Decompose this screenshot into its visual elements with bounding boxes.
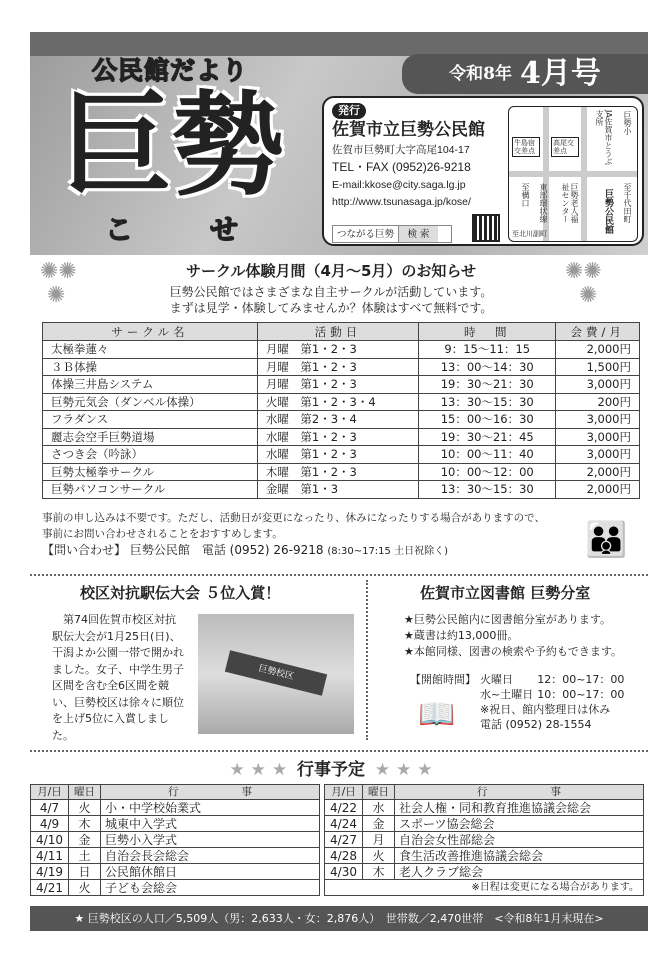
table-cell: 火曜 第1・2・3・4 xyxy=(257,393,418,411)
table-cell: 体操三井島システム xyxy=(43,376,258,394)
note-line: 事前にお問い合わせされることをおすすめします。 xyxy=(42,528,283,540)
table-cell: さつき会（吟詠） xyxy=(43,446,258,464)
table-cell: 2,000円 xyxy=(556,463,640,481)
event-cell: 巨勢小入学式 xyxy=(101,832,320,848)
table-cell: 太極拳蓮々 xyxy=(43,341,258,359)
publisher-label: 発行 xyxy=(332,103,366,119)
ekiden-team-photo xyxy=(198,614,354,734)
access-map xyxy=(508,106,638,242)
events-table-right xyxy=(324,784,644,896)
star-icon: ★ ★ ★ xyxy=(374,760,433,780)
star-icon: ★ ★ ★ xyxy=(229,760,288,780)
divider xyxy=(30,574,648,576)
events-title: 行事予定 xyxy=(297,760,365,780)
ekiden-title: 校区対抗駅伝大会 ５位入賞！ xyxy=(80,584,281,602)
event-cell: 金 xyxy=(363,816,395,832)
events-title-row xyxy=(0,760,662,780)
table-cell: 木曜 第1・2・3 xyxy=(257,463,418,481)
library-info xyxy=(404,612,622,660)
event-cell: 4/19 xyxy=(31,864,69,880)
map-label: 高尾交差点 xyxy=(551,137,579,157)
publisher-url[interactable]: http://www.tsunasaga.jp/kose/ xyxy=(332,196,471,208)
event-cell: 4/7 xyxy=(31,800,69,816)
col-header: 曜日 xyxy=(69,785,101,800)
contact-label: 【問い合わせ】 xyxy=(42,543,127,557)
table-row xyxy=(43,428,640,446)
table-cell: 月曜 第1・2・3 xyxy=(257,341,418,359)
hours-time: 10：00~17：00 xyxy=(537,688,625,701)
event-row xyxy=(31,848,320,864)
map-label: 至千代田町 xyxy=(623,183,632,223)
team-banner: 巨勢校区 xyxy=(225,650,327,696)
event-cell: 火 xyxy=(69,800,101,816)
table-cell: 19：30～21：45 xyxy=(419,428,556,446)
map-label-kose-kominkan: 巨勢公民館 xyxy=(603,189,613,234)
event-cell: 月 xyxy=(363,832,395,848)
table-row xyxy=(43,376,640,394)
publisher-box xyxy=(322,96,644,246)
reading-ko: こ xyxy=(105,213,134,246)
table-cell: 3,000円 xyxy=(556,376,640,394)
event-cell: 4/27 xyxy=(325,832,363,848)
event-row xyxy=(31,816,320,832)
table-row xyxy=(43,341,640,359)
search-text: つながる巨勢 xyxy=(337,229,395,240)
issue-era: 令和8年 xyxy=(449,64,512,84)
table-row xyxy=(43,481,640,499)
event-row xyxy=(325,816,644,832)
event-cell: 小・中学校始業式 xyxy=(101,800,320,816)
event-row xyxy=(325,848,644,864)
family-illustration-icon: 👪 xyxy=(585,520,628,560)
masthead-top-bar xyxy=(30,32,648,56)
table-cell: 15：00～16：30 xyxy=(419,411,556,429)
map-label: 至構口 xyxy=(521,183,530,207)
event-row xyxy=(31,800,320,816)
library-item: ★蔵書は約13,000冊。 xyxy=(404,629,519,642)
table-cell: 200円 xyxy=(556,393,640,411)
library-phone: 電話 (0952) 28-1554 xyxy=(480,718,592,731)
contact-line xyxy=(42,542,572,560)
series-title: 公民館だより xyxy=(92,56,249,85)
circle-notes xyxy=(42,510,572,560)
event-cell: 4/30 xyxy=(325,864,363,880)
table-cell: 13：30～15：30 xyxy=(419,481,556,499)
table-cell: 2,000円 xyxy=(556,481,640,499)
ekiden-text: 第74回佐賀市校区対抗駅伝大会が1月25日(日)、干潟よか公園一帯で開かれました。女子、中学生男子区間を含む全6区間を競い、巨勢校区は徐々に順位を上げ5位に入賞しました。 xyxy=(52,613,184,742)
event-cell: 水 xyxy=(363,800,395,816)
hours-day: 火曜日 xyxy=(480,673,513,686)
note-line: 事前の申し込みは不要です。ただし、活動日が変更になったり、休みになったりする場合がありますので、 xyxy=(42,512,545,524)
event-cell: 4/21 xyxy=(31,880,69,896)
closed-note: ※祝日、館内整理日は休み xyxy=(480,703,611,716)
event-cell: 子ども会総会 xyxy=(101,880,320,896)
table-row xyxy=(43,463,640,481)
table-cell: 水曜 第1・2・3 xyxy=(257,446,418,464)
reading-se: せ xyxy=(210,213,239,246)
contact-hours: (8:30~17:15 土日祝除く) xyxy=(327,546,448,557)
hours-time: 12：00~17：00 xyxy=(537,673,625,686)
table-cell: 水曜 第1・2・3 xyxy=(257,428,418,446)
publisher-address: 佐賀市巨勢町大字高尾104-17 xyxy=(332,144,470,156)
event-cell: 公民館休館日 xyxy=(101,864,320,880)
map-label: 至北川副町 xyxy=(512,230,547,238)
table-row xyxy=(43,446,640,464)
table-row xyxy=(43,358,640,376)
publisher-email[interactable]: E-mail:kkose@city.saga.lg.jp xyxy=(332,179,466,191)
map-label: 巨勢小 xyxy=(623,111,632,135)
masthead xyxy=(30,32,648,255)
event-cell: 火 xyxy=(363,848,395,864)
table-cell: 巨勢太極拳サークル xyxy=(43,463,258,481)
hours-label: 【開館時間】 xyxy=(410,673,476,686)
table-cell: 3,000円 xyxy=(556,428,640,446)
event-row xyxy=(325,800,644,816)
table-cell: 金曜 第1・3 xyxy=(257,481,418,499)
table-cell: 13：30～15：30 xyxy=(419,393,556,411)
flower-decoration-icon: ✺✺ ✺ xyxy=(565,259,602,308)
col-header: 月/日 xyxy=(325,785,363,800)
event-cell: 自治会長会総会 xyxy=(101,848,320,864)
col-header: 活動日 xyxy=(257,323,418,341)
event-cell: 食生活改善推進協議会総会 xyxy=(395,848,644,864)
table-cell: 1,500円 xyxy=(556,358,640,376)
col-header: 月/日 xyxy=(31,785,69,800)
event-cell: 4/10 xyxy=(31,832,69,848)
event-cell: スポーツ協会総会 xyxy=(395,816,644,832)
table-cell: 月曜 第1・2・3 xyxy=(257,358,418,376)
event-note-row xyxy=(325,880,644,896)
table-cell: 19：30～21：30 xyxy=(419,376,556,394)
table-cell: 巨勢元気会（ダンベル体操） xyxy=(43,393,258,411)
event-cell: 4/28 xyxy=(325,848,363,864)
event-cell: 4/9 xyxy=(31,816,69,832)
table-row xyxy=(43,411,640,429)
table-cell: 巨勢パソコンサークル xyxy=(43,481,258,499)
table-row xyxy=(43,393,640,411)
event-cell: 木 xyxy=(69,816,101,832)
table-cell: 10：00～12：00 xyxy=(419,463,556,481)
table-cell: 水曜 第2・3・4 xyxy=(257,411,418,429)
map-label: 東部環状線 xyxy=(539,183,548,223)
contact-info: 巨勢公民館 電話 (0952) 26-9218 xyxy=(129,543,324,557)
circle-intro xyxy=(0,284,662,316)
col-header: 曜日 xyxy=(363,785,395,800)
table-cell: 2,000円 xyxy=(556,341,640,359)
table-cell: 13：00～14：30 xyxy=(419,358,556,376)
event-cell: 金 xyxy=(69,832,101,848)
divider xyxy=(30,750,648,752)
library-item: ★巨勢公民館内に図書館分室があります。 xyxy=(404,613,611,626)
event-cell: 自治会女性部総会 xyxy=(395,832,644,848)
event-cell: 木 xyxy=(363,864,395,880)
publisher-tel: TEL・FAX (0952)26-9218 xyxy=(332,160,471,174)
circle-section-title: サークル体験月間（4月～5月）のお知らせ xyxy=(186,262,476,280)
table-cell: 麗志会空手巨勢道場 xyxy=(43,428,258,446)
event-cell: 日 xyxy=(69,864,101,880)
col-header: 時 間 xyxy=(419,323,556,341)
table-cell: ３Ｂ体操 xyxy=(43,358,258,376)
col-header: 会費/月 xyxy=(556,323,640,341)
event-row xyxy=(31,864,320,880)
search-box xyxy=(332,225,452,243)
map-label: JA佐賀市とうぶ支所 xyxy=(595,110,613,166)
divider xyxy=(366,580,368,740)
event-cell: 4/24 xyxy=(325,816,363,832)
publisher-name: 佐賀市立巨勢公民館 xyxy=(332,120,485,140)
events-table-left xyxy=(30,784,320,896)
library-title: 佐賀市立図書館 巨勢分室 xyxy=(420,584,591,602)
col-header: 行 事 xyxy=(101,785,320,800)
reading-illustration-icon: 📖 xyxy=(418,697,456,732)
table-cell: 10：00～11：40 xyxy=(419,446,556,464)
event-cell: 4/11 xyxy=(31,848,69,864)
qr-code-icon xyxy=(472,214,500,242)
table-cell: 9：15～11：15 xyxy=(419,341,556,359)
issue-month: 4月号 xyxy=(519,56,601,91)
table-cell: 3,000円 xyxy=(556,446,640,464)
newsletter-title: 巨勢 xyxy=(60,81,284,211)
col-header: サークル名 xyxy=(43,323,258,341)
flower-decoration-icon: ✺✺ ✺ xyxy=(40,259,77,308)
library-item: ★本館同様、図書の検索や予約もできます。 xyxy=(404,645,622,658)
event-cell: 土 xyxy=(69,848,101,864)
table-cell: 月曜 第1・2・3 xyxy=(257,376,418,394)
event-cell: 4/22 xyxy=(325,800,363,816)
intro-line: まずは見学・体験してみませんか？体験はすべて無料です。 xyxy=(169,301,493,315)
circle-table xyxy=(42,322,640,499)
intro-line: 巨勢公民館ではさまざまな自主サークルが活動しています。 xyxy=(169,285,493,299)
event-cell: 火 xyxy=(69,880,101,896)
hours-day: 水~土曜日 xyxy=(480,688,534,701)
event-row xyxy=(325,832,644,848)
event-row xyxy=(325,864,644,880)
event-cell: 社会人権・同和教育推進協議会総会 xyxy=(395,800,644,816)
table-cell: 3,000円 xyxy=(556,411,640,429)
issue-tab xyxy=(402,54,648,94)
map-label: 牛島宿交差点 xyxy=(512,137,540,157)
event-row xyxy=(31,832,320,848)
col-header: 行 事 xyxy=(395,785,644,800)
event-cell: 老人クラブ総会 xyxy=(395,864,644,880)
search-button: 検 索 xyxy=(398,226,438,242)
event-note: ※日程は変更になる場合があります。 xyxy=(325,880,644,896)
table-cell: フラダンス xyxy=(43,411,258,429)
map-label: 巨勢老人福祉センター xyxy=(561,183,579,223)
event-row xyxy=(31,880,320,896)
event-cell: 城東中入学式 xyxy=(101,816,320,832)
population-footer: ★ 巨勢校区の人口／5,509人（男：2,633人・女：2,876人） 世帯数／2,470世帯 <令和8年1月末現在> xyxy=(30,906,648,931)
